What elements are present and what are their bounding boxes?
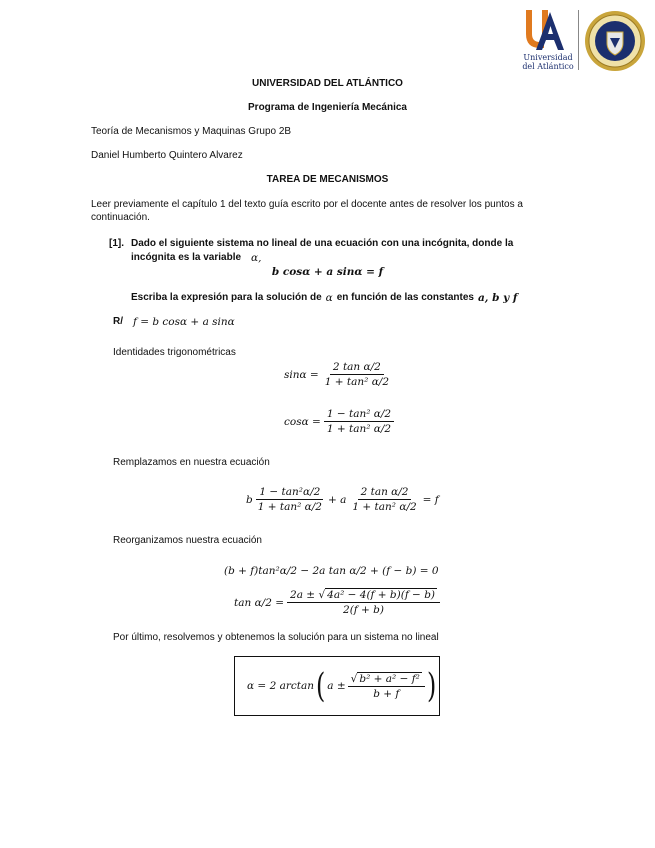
sin-lhs: sinα =: [284, 368, 319, 381]
reorganize-heading: Reorganizamos nuestra ecuación: [113, 535, 262, 546]
sin-fraction: [322, 361, 392, 388]
ua-monogram-icon: [520, 8, 576, 54]
assignment-title: TAREA DE MECANISMOS: [266, 174, 389, 185]
instruction-text: Escriba la expresión para la solución de: [131, 292, 322, 303]
solution-denominator: b + f: [373, 687, 400, 700]
seal-emblem-icon: [584, 10, 646, 72]
tan-num-root: 4a² − 4(f + b)(f − b): [327, 589, 436, 601]
answer-equation: f = b cosα + a sinα: [133, 316, 235, 328]
university-seal: [584, 10, 646, 72]
quadratic-equation: (b + f)tan²α/2 − 2a tan α/2 + (f − b) = 0: [224, 565, 439, 577]
logo-brand-line2: del Atlántico: [522, 62, 574, 71]
identities-heading: Identidades trigonométricas: [113, 347, 236, 358]
problem-line2: [131, 251, 261, 265]
logo-brand-line1: Universidad: [523, 53, 573, 62]
sub-fraction2: [349, 486, 419, 513]
sub-frac1-num: 1 − tan²α/2: [256, 486, 323, 500]
solution-equation: [247, 665, 438, 707]
sin-numerator: 2 tan α/2: [330, 361, 384, 375]
answer-line: [113, 315, 235, 329]
solution-sqrt-symbol: √: [350, 672, 358, 685]
tan-solution: [234, 589, 440, 616]
solution-fraction: [348, 673, 425, 700]
problem-line1: Dado el siguiente sistema no lineal de una ecuación con una incógnita, donde la: [131, 238, 514, 249]
solution-lhs: α = 2 arctan: [247, 680, 314, 692]
substitution-heading: Remplazamos en nuestra ecuación: [113, 457, 270, 468]
solution-root: b² + a² − f²: [359, 672, 420, 685]
instruction-rest: en función de las constantes: [336, 292, 474, 303]
sin-denominator: 1 + tan² α/2: [324, 376, 390, 388]
problem-instruction: [131, 291, 517, 305]
conclusion-heading: Por último, resolvemos y obtenemos la solución para un sistema no lineal: [113, 632, 439, 643]
instruction-constants: a, b y f: [478, 292, 518, 304]
sub-fraction1: [255, 486, 325, 513]
tan-denominator: 2(f + b): [343, 604, 384, 616]
problem-variable: α,: [251, 252, 262, 264]
sin-identity: [284, 361, 392, 388]
problem-number: [1].: [109, 238, 124, 249]
cos-identity: [284, 408, 394, 435]
substitution-equation: [246, 486, 439, 513]
sub-b: b: [246, 493, 253, 506]
cos-numerator: 1 − tan² α/2: [324, 408, 394, 422]
cos-lhs: cosα =: [284, 415, 321, 428]
university-title: UNIVERSIDAD DEL ATLÁNTICO: [252, 78, 403, 89]
problem-line2-text: incógnita es la variable: [131, 252, 242, 263]
right-paren: ): [426, 666, 437, 706]
sub-plus-a: + a: [328, 493, 347, 506]
tan-fraction: [287, 589, 440, 616]
intro-line1: Leer previamente el capítulo 1 del texto guía escrito por el docente antes de resolver los puntos a: [91, 199, 523, 210]
sqrt-symbol: √: [318, 589, 326, 601]
solution-box: [234, 656, 440, 716]
sub-rhs: = f: [422, 493, 439, 506]
tan-num-pre: 2a ±: [290, 589, 316, 601]
left-paren: (: [315, 666, 326, 706]
sub-frac2-num: 2 tan α/2: [358, 486, 412, 500]
author-line: Daniel Humberto Quintero Alvarez: [91, 150, 243, 161]
solution-numerator: [348, 673, 425, 687]
university-logo: [520, 8, 576, 74]
instruction-var: α: [325, 292, 333, 304]
tan-lhs: tan α/2 =: [234, 596, 285, 609]
header-divider: [578, 10, 579, 70]
tan-numerator: [287, 589, 440, 603]
intro-line2: continuación.: [91, 212, 150, 223]
course-line: Teoría de Mecanismos y Maquinas Grupo 2B: [91, 126, 292, 137]
sub-frac1-den: 1 + tan² α/2: [257, 501, 322, 513]
problem-equation: b cosα + a sinα = f: [271, 266, 384, 278]
program-title: Programa de Ingeniería Mecánica: [248, 102, 407, 113]
sub-frac2-den: 1 + tan² α/2: [352, 501, 417, 513]
cos-fraction: [324, 408, 394, 435]
cos-denominator: 1 + tan² α/2: [326, 423, 392, 435]
solution-inner-a: a ±: [327, 680, 346, 692]
answer-label: R/: [113, 316, 123, 327]
